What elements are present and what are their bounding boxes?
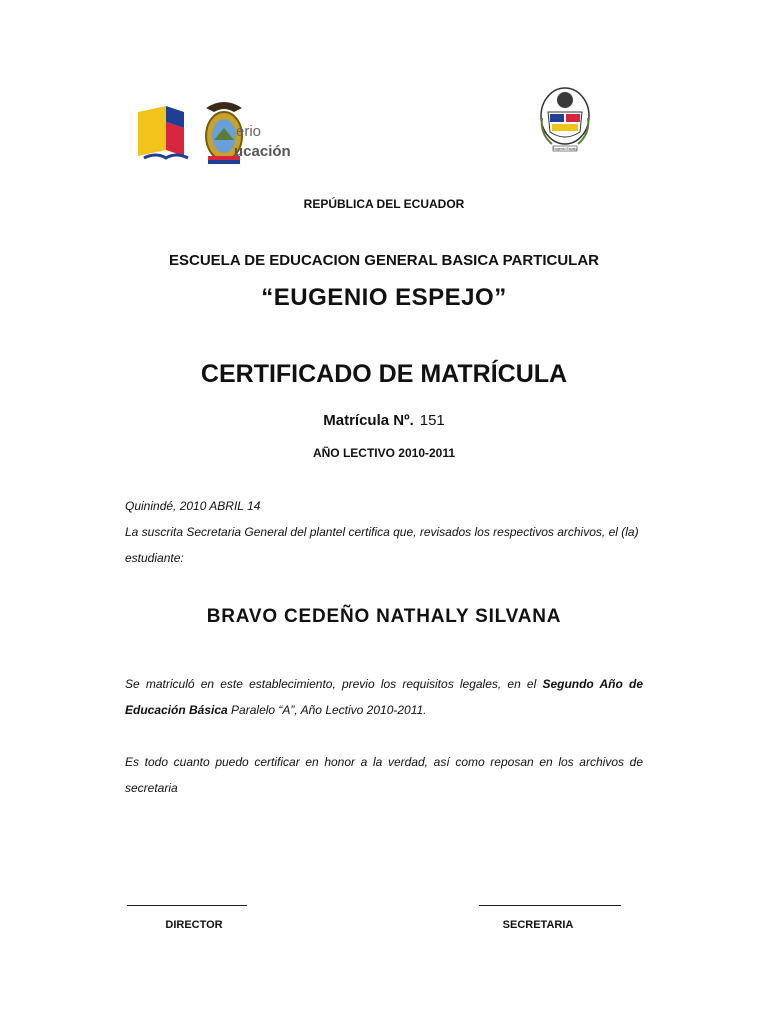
school-crest-logo — [538, 84, 592, 158]
matricula-number: 151 — [419, 412, 445, 429]
secretaria-signature-line — [479, 905, 621, 906]
enroll-prefix: Se matriculó en este establecimiento, previo los requisitos legales, en el — [125, 677, 543, 691]
secretaria-label: SECRETARIA — [502, 919, 574, 931]
school-type-heading: ESCUELA DE EDUCACION GENERAL BASICA PARTICULAR — [168, 252, 600, 269]
logo-text-bottom: ucación — [234, 143, 291, 160]
school-year: AÑO LECTIVO 2010-2011 — [312, 446, 456, 460]
director-label: DIRECTOR — [165, 919, 223, 931]
enrollment-paragraph — [125, 671, 643, 723]
country-heading: REPÚBLICA DEL ECUADOR — [303, 197, 465, 211]
matricula-label: Matrícula Nº. — [323, 412, 414, 429]
matricula-line — [0, 412, 768, 429]
logo-text-top: erio — [236, 123, 262, 140]
intro-paragraph — [125, 493, 643, 571]
closing-paragraph: Es todo cuanto puedo certificar en honor a la verdad, así como reposan en los archivos de secretaria — [125, 755, 643, 795]
director-signature-line — [127, 905, 247, 906]
date-line: Quinindé, 2010 ABRIL 14 — [125, 499, 261, 513]
crest-banner-text: Eugenio Espejo — [552, 147, 578, 151]
enroll-grade: Segundo Año de Educación Básica — [125, 677, 643, 717]
document-title: CERTIFICADO DE MATRÍCULA — [200, 360, 568, 388]
ministerio-educacion-logo — [136, 98, 296, 172]
student-name: BRAVO CEDEÑO NATHALY SILVANA — [206, 606, 562, 627]
school-name-heading: “EUGENIO ESPEJO” — [261, 284, 507, 311]
intro-text: La suscrita Secretaria General del plantel certifica que, revisados los respectivos archivos, el (la) estudiante: — [125, 525, 639, 565]
enroll-suffix: Paralelo “A”, Año Lectivo 2010-2011. — [227, 703, 427, 717]
